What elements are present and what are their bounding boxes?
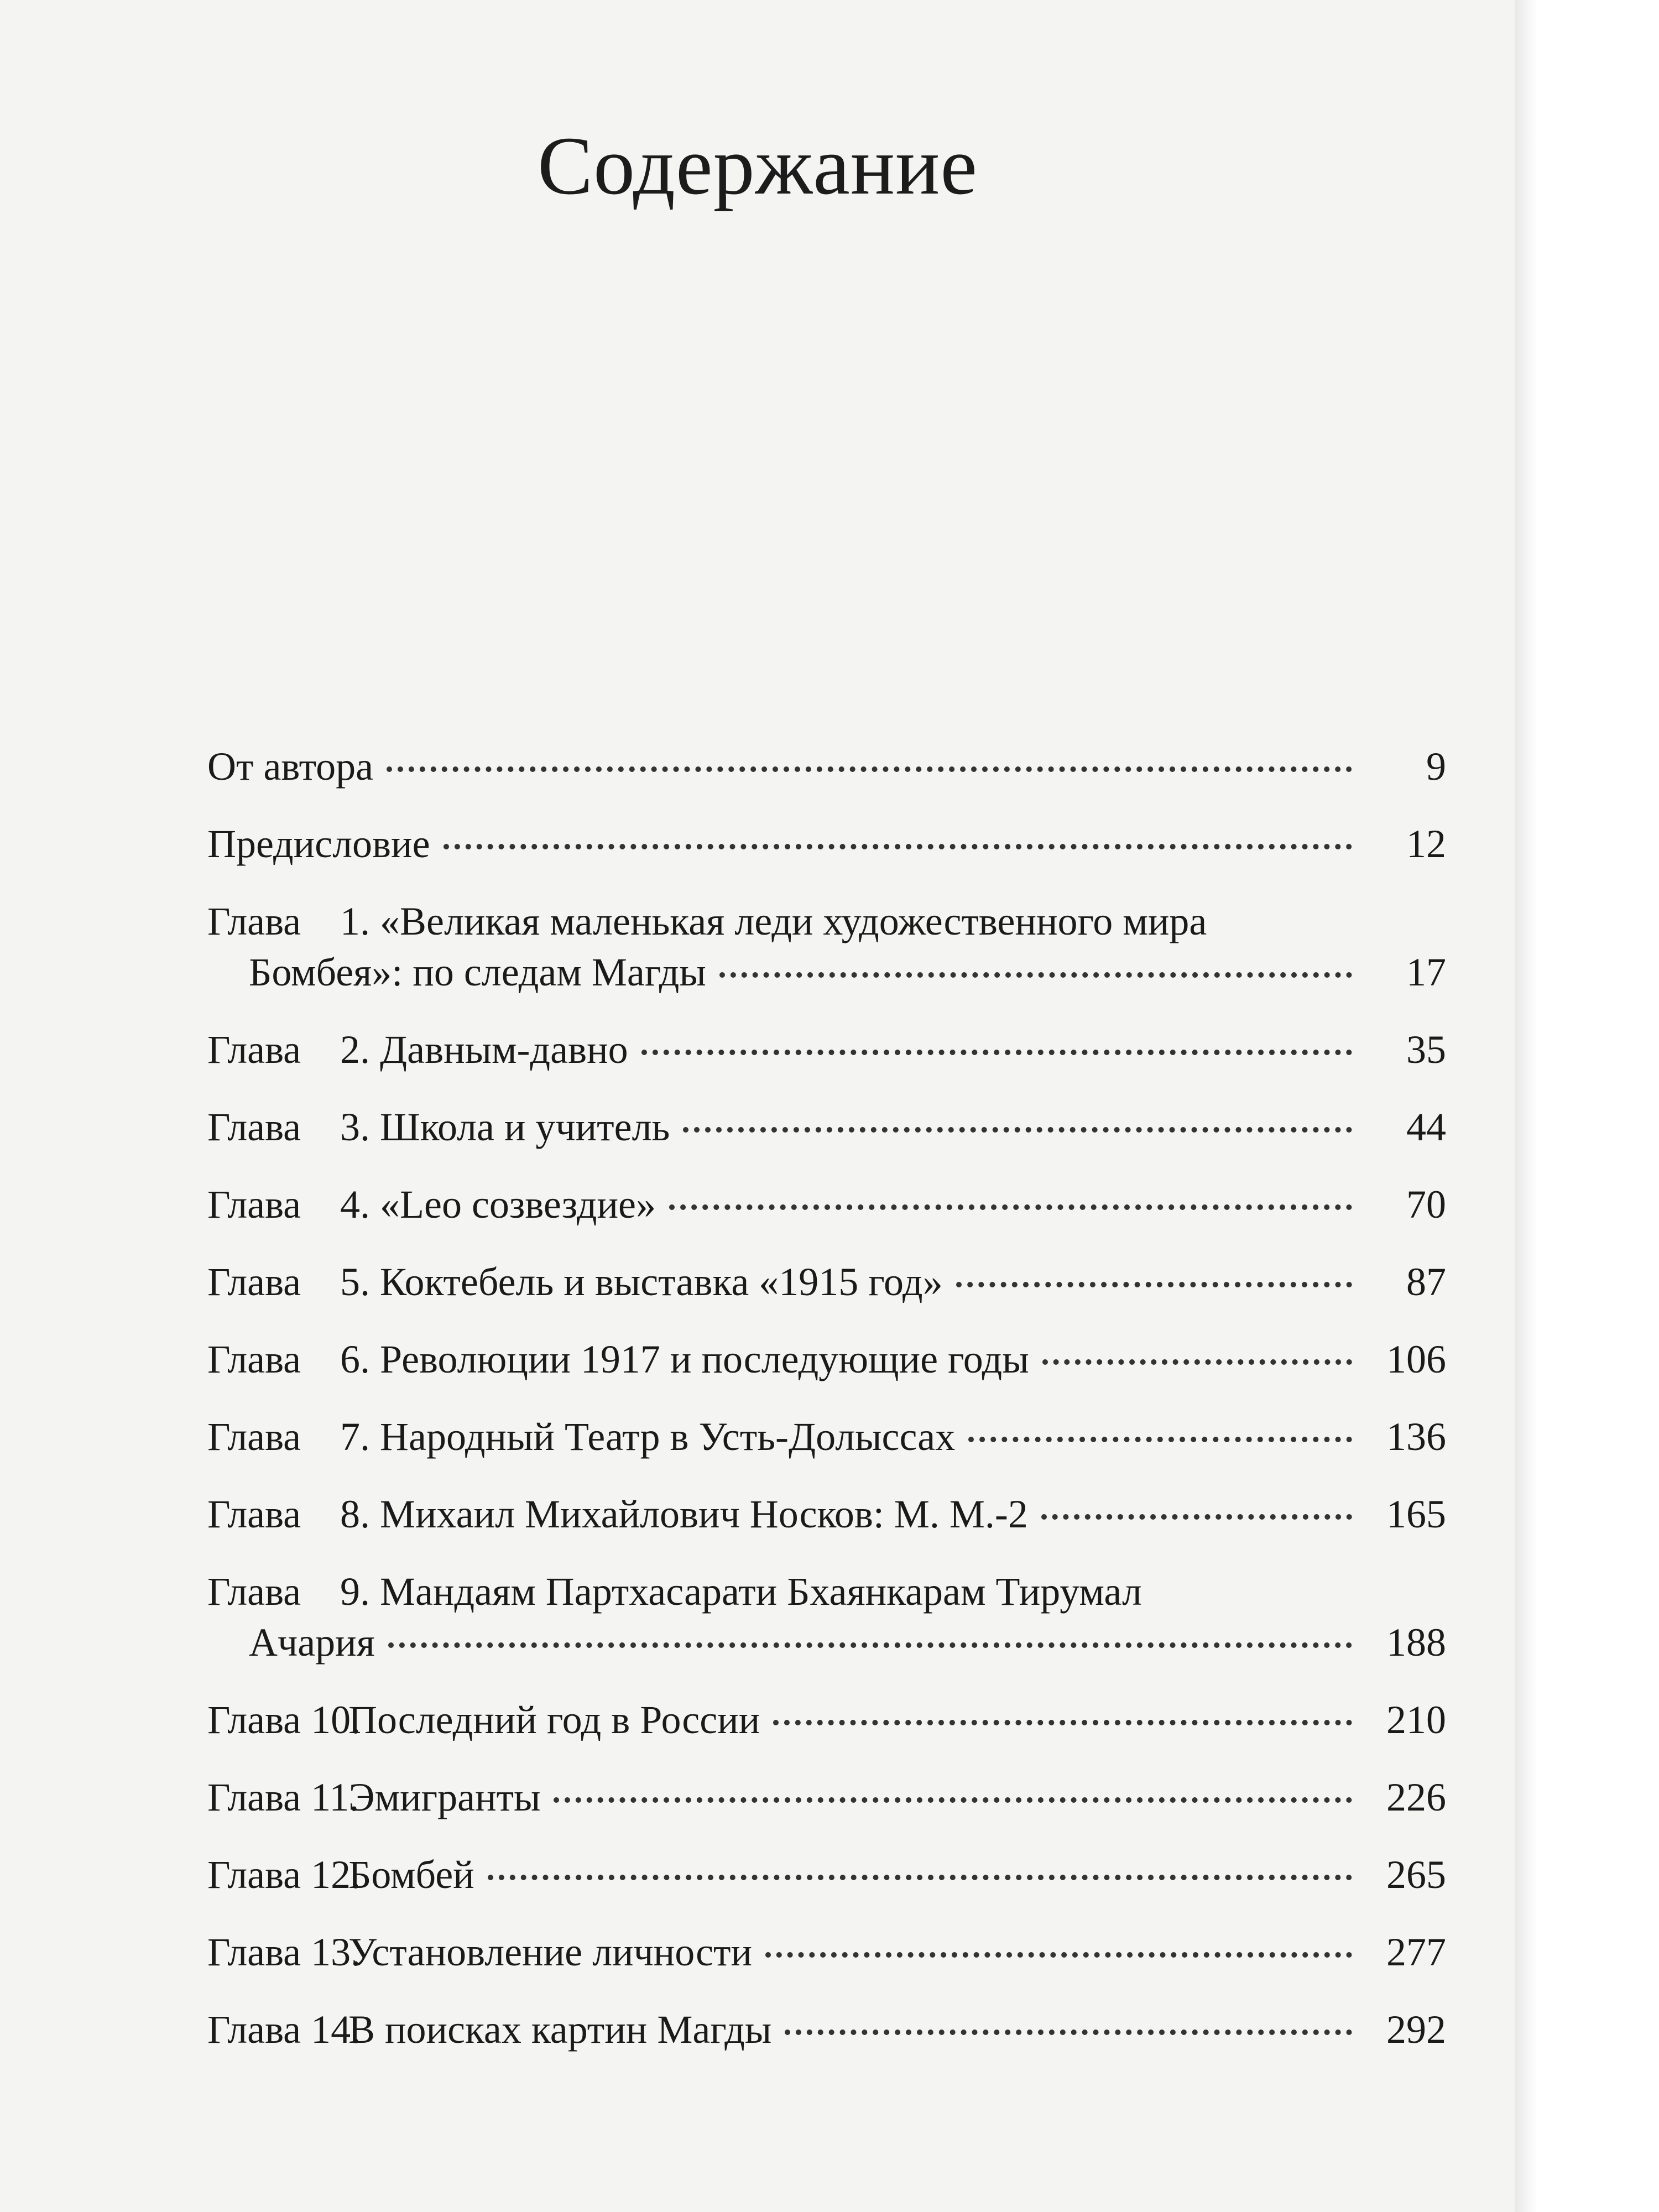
toc-entry-chapter-4 <box>207 1179 1446 1230</box>
toc-chapter-label: Глава <box>207 1105 301 1149</box>
toc-chapter-label: Глава <box>207 899 301 943</box>
toc-chapter-label: Глава <box>207 1415 301 1459</box>
dot-leader <box>388 1642 1352 1648</box>
toc-entry-chapter-7 <box>207 1411 1446 1462</box>
toc-entry-chapter-9 <box>207 1566 1446 1668</box>
toc-chapter-label: Глава 12. <box>207 1853 361 1897</box>
dot-leader <box>1041 1514 1352 1520</box>
toc-entry-chapter-12 <box>207 1849 1446 1900</box>
toc-entry-title: 9. Мандаям Партхасарати Бхаянкарам Тирумал <box>340 1569 1142 1614</box>
page-edge <box>1515 0 1659 2212</box>
dot-leader <box>669 1204 1352 1210</box>
toc-entry-title: 2. Давным-давно <box>340 1027 628 1072</box>
toc-chapter-label: Глава <box>207 1260 301 1304</box>
toc-entry-chapter-8 <box>207 1489 1446 1540</box>
toc-entry-title: 1. «Великая маленькая леди художественного мира <box>340 899 1207 943</box>
toc-entry-title: Эмигранты <box>348 1775 541 1819</box>
toc-chapter-label: Глава 14. <box>207 2007 361 2052</box>
toc-entry-title: Установление личности <box>348 1930 753 1974</box>
toc-entry-title: 5. Коктебель и выставка «1915 год» <box>340 1260 943 1304</box>
toc-page-number: 12 <box>1406 822 1446 866</box>
toc-entry-from-author <box>207 741 1446 792</box>
toc-page-number: 9 <box>1426 744 1446 789</box>
toc-page-number: 265 <box>1386 1853 1446 1897</box>
toc-entry-chapter-1 <box>207 896 1446 998</box>
toc-entry-title: 7. Народный Театр в Усть-Долыссах <box>340 1415 956 1459</box>
toc-page-number: 87 <box>1406 1260 1446 1304</box>
toc-entry-title: 8. Михаил Михайлович Носков: М. М.-2 <box>340 1492 1028 1536</box>
toc-entry-chapter-3 <box>207 1102 1446 1152</box>
toc-entry-chapter-2 <box>207 1024 1446 1075</box>
toc-entry-preface <box>207 818 1446 869</box>
toc-entry-title: 6. Революции 1917 и последующие годы <box>340 1337 1029 1381</box>
toc-chapter-label: Глава <box>207 1337 301 1381</box>
toc-entry-chapter-6 <box>207 1334 1446 1385</box>
toc-page-number: 136 <box>1386 1415 1446 1459</box>
dot-leader <box>765 1952 1352 1958</box>
toc-page-number: 210 <box>1386 1698 1446 1742</box>
toc-page-number: 165 <box>1386 1492 1446 1536</box>
toc-page-number: 106 <box>1386 1337 1446 1381</box>
dot-leader <box>444 844 1352 849</box>
toc-entry-chapter-14 <box>207 2004 1446 2055</box>
table-of-contents <box>207 741 1446 2055</box>
toc-page-number: 277 <box>1386 1930 1446 1974</box>
toc-page-number: 44 <box>1406 1105 1446 1149</box>
toc-page-number: 35 <box>1406 1027 1446 1072</box>
toc-entry-chapter-11 <box>207 1772 1446 1823</box>
dot-leader <box>968 1437 1352 1442</box>
dot-leader <box>387 766 1352 772</box>
toc-entry-title-continued: Ачария <box>249 1620 375 1665</box>
dot-leader <box>773 1720 1352 1725</box>
toc-chapter-label: Глава <box>207 1182 301 1227</box>
toc-chapter-label: Глава 10. <box>207 1698 361 1742</box>
toc-entry-title: От автора <box>207 744 374 789</box>
toc-entry-title: Бомбей <box>348 1853 474 1897</box>
toc-page-number: 226 <box>1386 1775 1446 1819</box>
toc-chapter-label: Глава <box>207 1569 301 1614</box>
dot-leader <box>1042 1359 1352 1365</box>
toc-entry-title: Последний год в России <box>348 1698 760 1742</box>
toc-entry-title: 4. «Leo созвездие» <box>340 1182 656 1227</box>
toc-entry-title: 3. Школа и учитель <box>340 1105 670 1149</box>
toc-page-number: 17 <box>1406 950 1446 994</box>
toc-entry-title-continued: Бомбея»: по следам Магды <box>249 950 706 994</box>
toc-entry-title: В поисках картин Магды <box>348 2007 772 2052</box>
dot-leader <box>956 1282 1352 1287</box>
dot-leader <box>641 1050 1352 1055</box>
page-title: Содержание <box>538 120 978 212</box>
toc-chapter-label: Глава <box>207 1027 301 1072</box>
toc-chapter-label: Глава <box>207 1492 301 1536</box>
dot-leader <box>554 1797 1352 1803</box>
toc-chapter-label: Глава 13. <box>207 1930 361 1974</box>
toc-page-number: 188 <box>1386 1620 1446 1665</box>
dot-leader <box>683 1127 1352 1133</box>
dot-leader <box>785 2030 1352 2035</box>
toc-entry-chapter-10 <box>207 1694 1446 1745</box>
toc-page-number: 292 <box>1386 2007 1446 2052</box>
toc-entry-chapter-5 <box>207 1256 1446 1307</box>
dot-leader <box>488 1875 1352 1880</box>
toc-chapter-label: Глава 11. <box>207 1775 359 1819</box>
toc-entry-title: Предисловие <box>207 822 430 866</box>
toc-page-number: 70 <box>1406 1182 1446 1227</box>
toc-entry-chapter-13 <box>207 1927 1446 1978</box>
dot-leader <box>719 972 1352 978</box>
